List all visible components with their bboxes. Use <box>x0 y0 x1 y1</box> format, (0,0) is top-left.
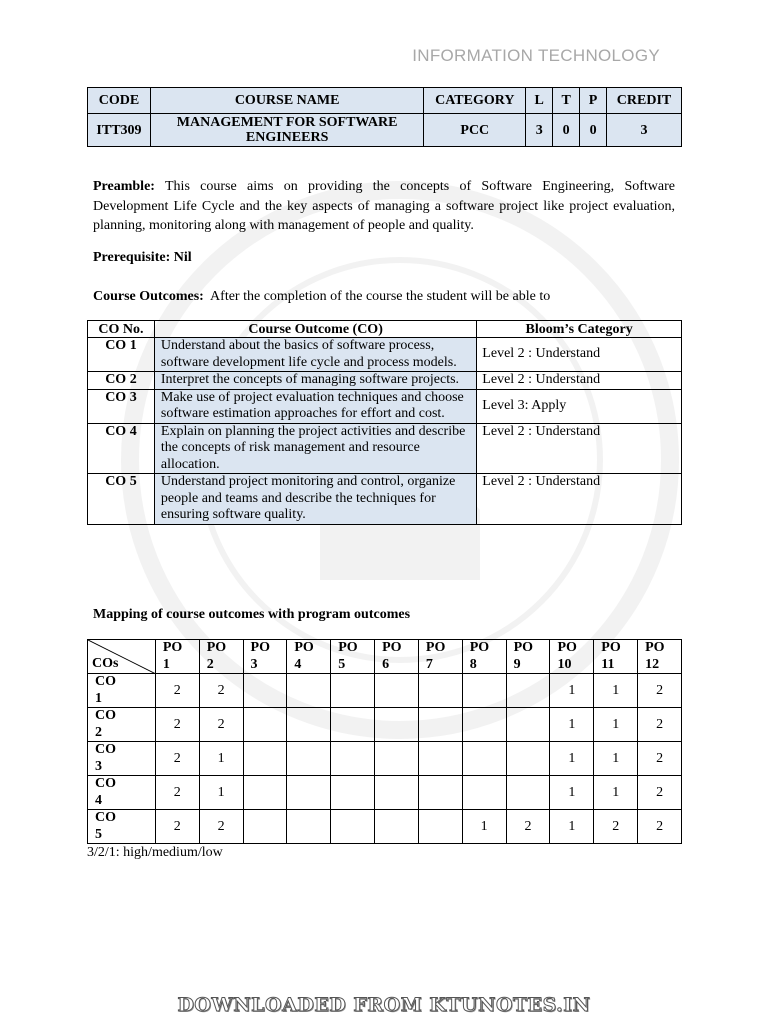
po-header-number: 5 <box>338 656 346 672</box>
header-course-name: COURSE NAME <box>150 88 423 114</box>
mapping-cell <box>287 776 331 810</box>
course-name-line2: ENGINEERS <box>245 130 329 145</box>
co-row-header <box>88 708 156 742</box>
co-row-header <box>88 810 156 844</box>
mapping-cell: 1 <box>594 742 638 776</box>
co-row <box>88 338 682 372</box>
co-number: CO 4 <box>88 423 155 474</box>
mapping-cell: 1 <box>550 776 594 810</box>
po-header <box>506 640 550 674</box>
co-row <box>88 474 682 525</box>
mapping-cell <box>418 708 462 742</box>
mapping-cell: 2 <box>638 708 682 742</box>
po-header-prefix: PO <box>557 640 577 655</box>
co-outcome: Understand project monitoring and control, organize people and teams and describe the techniques for ensuring software quality. <box>154 474 476 525</box>
co-bloom: Level 2 : Understand <box>477 338 682 372</box>
po-header <box>199 640 243 674</box>
po-header-prefix: PO <box>206 640 227 655</box>
mapping-cell <box>506 708 550 742</box>
mapping-corner-cell <box>88 640 156 674</box>
co-outcome: Make use of project evaluation techniques and choose software estimation approaches for effort and cost. <box>154 389 476 423</box>
mapping-cell: 2 <box>199 674 243 708</box>
po-header-number: 10 <box>557 656 572 672</box>
mapping-cell: 2 <box>638 810 682 844</box>
mapping-cell <box>462 742 506 776</box>
co-bloom: Level 2 : Understand <box>477 474 682 525</box>
mapping-cell <box>375 776 419 810</box>
po-header <box>638 640 682 674</box>
department-header: INFORMATION TECHNOLOGY <box>412 46 660 65</box>
mapping-cell: 2 <box>638 776 682 810</box>
co-row-header <box>88 776 156 810</box>
co-prefix: CO <box>95 742 116 757</box>
mapping-cell <box>331 708 375 742</box>
mapping-cell: 2 <box>199 810 243 844</box>
cos-label: COs <box>92 655 119 671</box>
po-header-prefix: PO <box>645 640 665 655</box>
co-header-outcome: Course Outcome (CO) <box>154 321 476 338</box>
course-outcome-table <box>87 320 682 525</box>
co-prefix: CO <box>95 708 116 723</box>
mapping-cell: 1 <box>550 742 594 776</box>
po-header <box>462 640 506 674</box>
po-header <box>550 640 594 674</box>
co-outcome: Interpret the concepts of managing software projects. <box>154 372 476 390</box>
mapping-cell <box>375 674 419 708</box>
po-header-number: 7 <box>425 656 433 672</box>
header-category: CATEGORY <box>424 88 526 114</box>
course-category: PCC <box>424 114 526 147</box>
co-po-mapping-table <box>87 639 682 844</box>
mapping-cell <box>243 776 287 810</box>
mapping-cell: 1 <box>550 810 594 844</box>
co-prefix: CO <box>95 810 116 825</box>
course-code: ITT309 <box>88 114 151 147</box>
mapping-cell <box>243 742 287 776</box>
co-row <box>88 389 682 423</box>
mapping-title: Mapping of course outcomes with program outcomes <box>93 607 411 622</box>
co-number: 5 <box>95 826 102 842</box>
mapping-cell <box>243 708 287 742</box>
course-name-line1: MANAGEMENT FOR SOFTWARE <box>176 115 398 130</box>
po-header-prefix: PO <box>382 640 402 655</box>
co-number: CO 3 <box>88 389 155 423</box>
mapping-cell: 2 <box>155 810 199 844</box>
po-header-number: 2 <box>206 656 214 672</box>
po-header-number: 3 <box>250 656 258 672</box>
mapping-row <box>88 674 682 708</box>
mapping-cell: 1 <box>199 776 243 810</box>
mapping-cell <box>418 674 462 708</box>
mapping-cell <box>331 810 375 844</box>
po-header-number: 1 <box>162 656 170 672</box>
mapping-cell <box>375 810 419 844</box>
po-header-number: 4 <box>294 656 302 672</box>
po-header-number: 8 <box>469 656 477 672</box>
po-header-prefix: PO <box>338 640 358 655</box>
course-l: 3 <box>526 114 553 147</box>
co-prefix: CO <box>95 674 116 689</box>
preamble <box>93 177 675 236</box>
mapping-cell <box>506 776 550 810</box>
header-p: P <box>580 88 607 114</box>
mapping-cell <box>506 674 550 708</box>
po-header-prefix: PO <box>162 640 183 655</box>
download-footer: DOWNLOADED FROM KTUNOTES.IN <box>177 994 591 1016</box>
co-number: 1 <box>95 690 102 706</box>
mapping-cell <box>331 776 375 810</box>
header-t: T <box>553 88 580 114</box>
po-header-prefix: PO <box>294 640 314 655</box>
po-header <box>418 640 462 674</box>
co-row-header <box>88 674 156 708</box>
po-header <box>331 640 375 674</box>
header-l: L <box>526 88 553 114</box>
co-number: CO 1 <box>88 338 155 372</box>
po-header-number: 11 <box>601 656 615 672</box>
co-number: 3 <box>95 758 102 774</box>
co-row-header <box>88 742 156 776</box>
co-header-no: CO No. <box>88 321 155 338</box>
course-outcomes-intro <box>93 287 675 307</box>
co-prefix: CO <box>95 776 116 791</box>
po-header <box>243 640 287 674</box>
mapping-cell <box>331 742 375 776</box>
mapping-cell <box>287 708 331 742</box>
mapping-cell: 2 <box>155 708 199 742</box>
co-bloom: Level 2 : Understand <box>477 423 682 474</box>
mapping-cell <box>418 776 462 810</box>
po-header-number: 12 <box>645 656 660 672</box>
mapping-cell <box>462 776 506 810</box>
po-header-prefix: PO <box>250 640 270 655</box>
mapping-row <box>88 708 682 742</box>
po-header <box>375 640 419 674</box>
mapping-cell <box>243 674 287 708</box>
co-number: CO 2 <box>88 372 155 390</box>
po-header-number: 9 <box>513 656 521 672</box>
preamble-text: This course aims on providing the concepts of Software Engineering, Software Development Life Cycle and the key aspects of managing a software project like project evaluation, planning, monitoring along with management of people and quality. <box>93 179 675 233</box>
course-info-table <box>87 87 682 147</box>
header-code: CODE <box>88 88 151 114</box>
co-number: CO 5 <box>88 474 155 525</box>
mapping-cell: 2 <box>199 708 243 742</box>
mapping-cell: 2 <box>155 776 199 810</box>
co-bloom: Level 2 : Understand <box>477 372 682 390</box>
course-credit: 3 <box>607 114 682 147</box>
co-header-bloom: Bloom’s Category <box>477 321 682 338</box>
mapping-cell: 1 <box>550 674 594 708</box>
prerequisite-value: Nil <box>173 250 192 265</box>
mapping-cell <box>375 708 419 742</box>
co-bloom: Level 3: Apply <box>477 389 682 423</box>
mapping-cell: 2 <box>638 742 682 776</box>
header-credit: CREDIT <box>607 88 682 114</box>
mapping-cell <box>506 742 550 776</box>
co-outcome: Explain on planning the project activities and describe the concepts of risk management and resource allocation. <box>154 423 476 474</box>
po-header-prefix: PO <box>601 640 621 655</box>
course-outcomes-intro-text: After the completion of the course the student will be able to <box>210 289 551 304</box>
mapping-cell: 2 <box>155 674 199 708</box>
mapping-row <box>88 742 682 776</box>
mapping-cell <box>418 810 462 844</box>
mapping-cell: 1 <box>594 708 638 742</box>
co-number: 2 <box>95 724 102 740</box>
mapping-cell: 1 <box>594 776 638 810</box>
mapping-cell <box>418 742 462 776</box>
mapping-cell: 2 <box>594 810 638 844</box>
po-header <box>594 640 638 674</box>
mapping-cell: 2 <box>638 674 682 708</box>
mapping-cell <box>331 674 375 708</box>
po-header <box>155 640 199 674</box>
mapping-row <box>88 810 682 844</box>
mapping-cell: 2 <box>506 810 550 844</box>
mapping-legend: 3/2/1: high/medium/low <box>87 845 223 860</box>
prerequisite <box>93 248 675 268</box>
mapping-cell: 1 <box>594 674 638 708</box>
mapping-cell: 1 <box>199 742 243 776</box>
po-header-number: 6 <box>382 656 390 672</box>
mapping-cell <box>462 708 506 742</box>
po-header-prefix: PO <box>513 640 534 655</box>
mapping-cell: 1 <box>462 810 506 844</box>
mapping-cell <box>462 674 506 708</box>
mapping-row <box>88 776 682 810</box>
co-row <box>88 423 682 474</box>
mapping-cell: 2 <box>155 742 199 776</box>
po-header-prefix: PO <box>469 640 490 655</box>
preamble-label: Preamble: <box>93 179 155 194</box>
co-row <box>88 372 682 390</box>
co-number: 4 <box>95 792 102 808</box>
course-p: 0 <box>580 114 607 147</box>
po-header-prefix: PO <box>425 640 446 655</box>
co-outcome: Understand about the basics of software process, software development life cycle and process models. <box>154 338 476 372</box>
mapping-cell: 1 <box>550 708 594 742</box>
mapping-cell <box>287 810 331 844</box>
mapping-cell <box>243 810 287 844</box>
mapping-cell <box>287 674 331 708</box>
prerequisite-label: Prerequisite: <box>93 250 171 265</box>
po-header <box>287 640 331 674</box>
mapping-cell <box>287 742 331 776</box>
course-outcomes-label: Course Outcomes: <box>93 289 204 304</box>
course-name <box>150 114 423 147</box>
mapping-cell <box>375 742 419 776</box>
course-t: 0 <box>553 114 580 147</box>
